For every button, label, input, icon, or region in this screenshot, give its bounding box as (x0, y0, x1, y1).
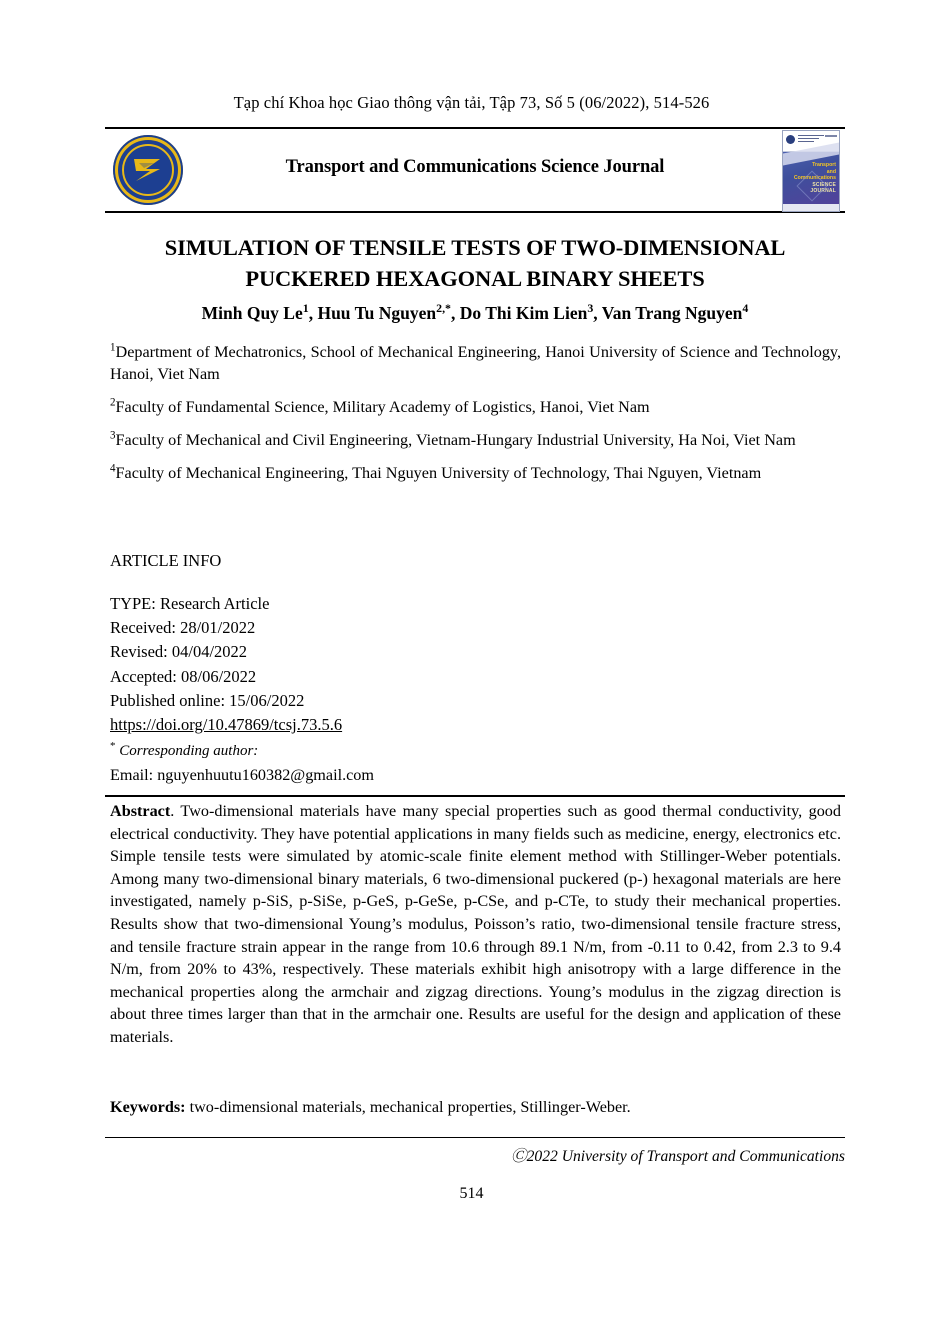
corresponding-author-label: Corresponding author: (119, 743, 259, 759)
affiliation-marker: 1 (110, 341, 116, 354)
article-info-heading: ARTICLE INFO (110, 551, 222, 570)
affiliation-text: Faculty of Mechanical and Civil Engineering, Vietnam-Hungary Industrial University, Ha Noi, Viet Nam (115, 430, 796, 449)
author-separator: , (451, 303, 460, 323)
doi-link[interactable]: https://doi.org/10.47869/tcsj.73.5.6 (110, 715, 343, 735)
author-affil-marker: 2,* (436, 301, 452, 316)
footer-rule (105, 1137, 845, 1138)
page-number: 514 (459, 1185, 484, 1202)
author-affil-marker: 1 (302, 301, 309, 316)
title-line-2: PUCKERED HEXAGONAL BINARY SHEETS (245, 266, 705, 291)
asterisk-icon: * (110, 740, 116, 752)
affiliation-marker: 3 (110, 429, 116, 442)
author-list (105, 303, 845, 324)
running-head: Tạp chí Khoa học Giao thông vận tải, Tập 73, Số 5 (06/2022), 514-526 (233, 93, 710, 112)
page-title (105, 232, 845, 294)
article-type: TYPE: Research Article (110, 594, 270, 613)
journal-cover-thumbnail (782, 130, 840, 212)
keywords-block (110, 1098, 841, 1117)
article-info-list (110, 592, 342, 737)
author-name: Minh Quy Le (201, 303, 303, 323)
abstract-top-rule (105, 795, 845, 797)
cover-line-3: Communications (793, 175, 836, 182)
article-published: Published online: 15/06/2022 (110, 690, 305, 710)
abstract-text: . Two-dimensional materials have many special properties such as good thermal conductivity, good electrical conductivity. They have potential applications in many fields such as medicine, energy, electronics etc. Simple tensile tests were simulated by atomic-scale finite element method with Stillinger-Weber potentials. Among many two-dimensional binary materials, 6 two-dimensional puckered (p-) hexagonal materials are here investigated, namely p-SiS, p-SiSe, p-GeS, p-GeSe, p-CSe, and p-CTe, to study their mechanical properties. Results show that two-dimensional Young’s modulus, Poisson’s ratio, two-dimensional tensile fracture stress, and tensile fracture strain appear in the range from 10.6 through 89.1 N/m, from -0.11 to 0.42, from 2.3 to 9.4 N/m, from 20% to 43%, respectively. These materials exhibit high anisotropy with a large difference in the mechanical properties along the armchair and zigzag directions. Young’s modulus in the zigzag direction is about three times larger than that in the armchair one. Results are useful for the design and application of these materials. (110, 802, 841, 1046)
author-name: Huu Tu Nguyen (317, 303, 437, 323)
cover-line-1: Transport (812, 162, 836, 168)
author-name: Do Thi Kim Lien (459, 303, 588, 323)
affiliation-item (110, 462, 841, 484)
title-line-1: SIMULATION OF TENSILE TESTS OF TWO-DIMENSIONAL (164, 235, 786, 260)
keywords-text: two-dimensional materials, mechanical properties, Stillinger-Weber. (185, 1098, 631, 1116)
affiliation-text: Department of Mechatronics, School of Mechanical Engineering, Hanoi University of Science and Technology, Hanoi, Viet Nam (110, 343, 841, 384)
journal-header-band (105, 127, 845, 213)
affiliation-item (110, 429, 841, 451)
article-accepted: Accepted: 08/06/2022 (110, 666, 257, 686)
affiliation-text: Faculty of Fundamental Science, Military Academy of Logistics, Hanoi, Viet Nam (115, 398, 650, 417)
keywords-label: Keywords: (110, 1098, 186, 1116)
journal-name: Transport and Communications Science Journal (285, 157, 665, 177)
author-affil-marker: 3 (587, 301, 594, 316)
cover-line-4: SCIENCE JOURNAL (810, 181, 836, 195)
author-separator: , (308, 303, 318, 323)
affiliation-text: Faculty of Mechanical Engineering, Thai Nguyen University of Technology, Thai Nguyen, Vietnam (115, 463, 762, 482)
abstract-block (110, 800, 841, 1049)
author-separator: , (593, 303, 602, 323)
copyright-notice: Ⓒ2022 University of Transport and Communications (511, 1148, 845, 1165)
corresponding-author-note (110, 740, 258, 760)
affiliation-marker: 2 (110, 396, 116, 409)
article-revised: Revised: 04/04/2022 (110, 642, 248, 662)
affiliation-marker: 4 (110, 462, 116, 475)
cover-line-2: and (826, 168, 836, 175)
author-name: Van Trang Nguyen (601, 303, 743, 323)
affiliation-item (110, 341, 841, 386)
affiliation-item (110, 396, 841, 418)
abstract-label: Abstract (110, 802, 171, 820)
corresponding-author-email: Email: nguyenhuutu160382@gmail.com (110, 766, 374, 784)
article-received: Received: 28/01/2022 (110, 618, 256, 638)
author-affil-marker: 4 (742, 301, 749, 316)
affiliation-list (110, 341, 841, 484)
